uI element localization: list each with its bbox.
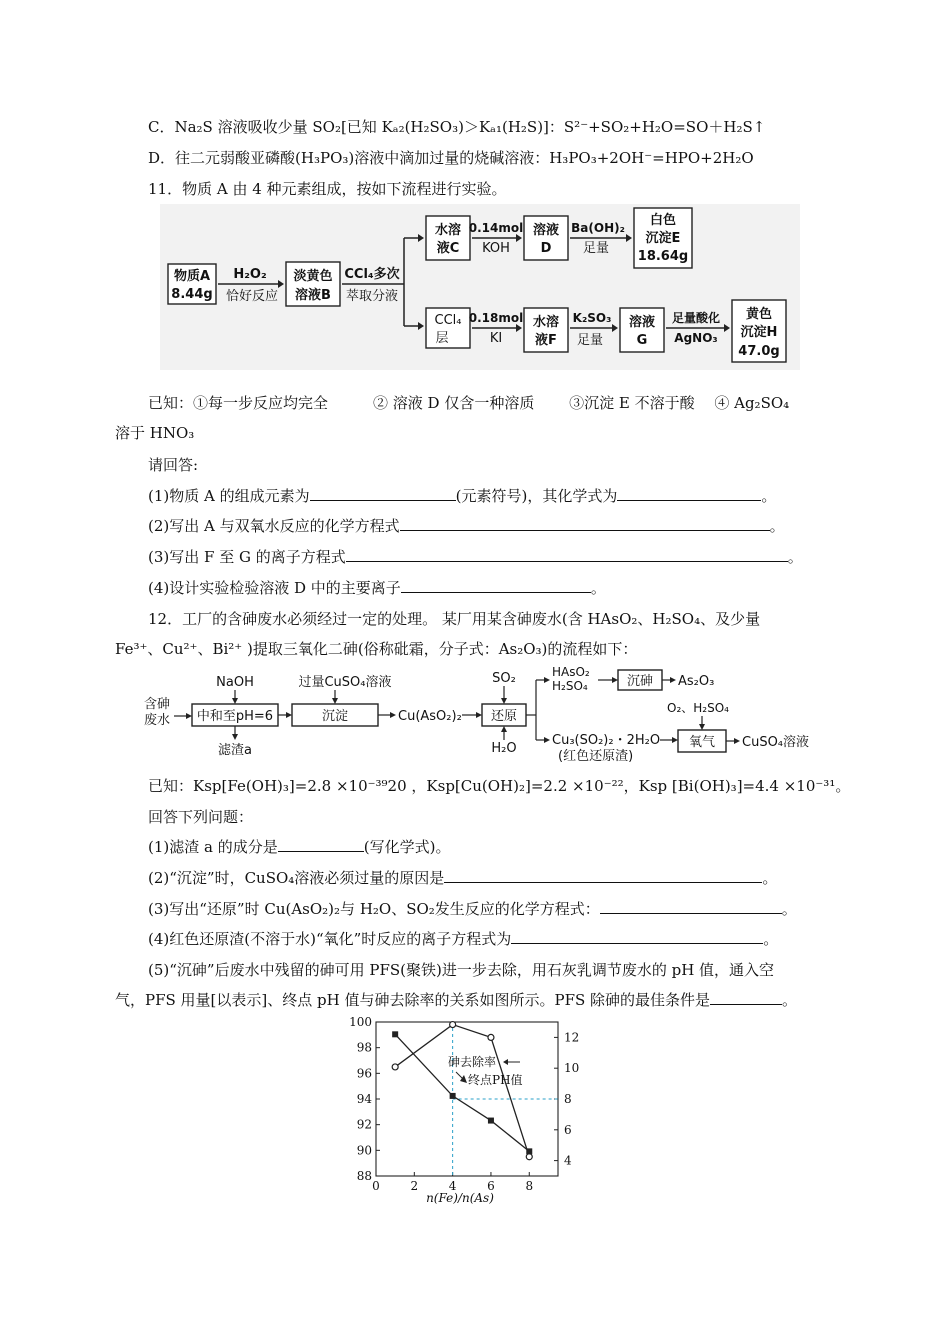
cu-aso2-label: Cu(AsO₂)₂ bbox=[398, 709, 462, 724]
q12-5-text-a: 气，PFS 用量[以表示]、终点 pH 值与砷去除率的关系如图所示。PFS 除砷的最佳条件是 bbox=[115, 991, 711, 1009]
e-label-2: 沉淀E bbox=[645, 231, 681, 246]
q12-3-text-a: (3)写出“还原”时 Cu(AsO₂)₂与 H₂O、SO₂发生反应的化学方程式： bbox=[148, 900, 600, 918]
baoh2-label: Ba(OH)₂ bbox=[571, 221, 625, 235]
f-label-1: 水溶 bbox=[532, 315, 560, 330]
q12-prompt: 回答下列问题： bbox=[148, 808, 254, 826]
h2o2-label: H₂O₂ bbox=[233, 267, 267, 282]
oxidize-label: 氧气 bbox=[688, 735, 716, 750]
neutralize-label: 中和至pH=6 bbox=[196, 709, 274, 724]
x-tick-label: 8 bbox=[525, 1179, 534, 1193]
arsenic-ppt-label: 沉砷 bbox=[626, 674, 654, 689]
reduce-label: 还原 bbox=[490, 709, 518, 724]
q11-4-text-b: 。 bbox=[590, 579, 606, 597]
q12-intro-2: Fe³⁺、Cu²⁺、Bi²⁺ )提取三氧化二砷(俗称砒霜，分子式：As₂O₃)的流程如下： bbox=[115, 640, 638, 658]
option-d: D．往二元弱酸亚磷酸(H₃PO₃)溶液中滴加过量的烧碱溶液：H₃PO₃+2OH⁻=HPO+2H₂O bbox=[148, 149, 754, 167]
q11-flowchart bbox=[160, 204, 800, 370]
q11-1-text-b: (元素符号)，其化学式为 bbox=[455, 487, 618, 505]
q11-2-text-a: (2)写出 A 与双氧水反应的化学方程式 bbox=[148, 517, 400, 535]
acidify-label: 足量酸化 bbox=[671, 311, 721, 325]
e-label-3: 18.64g bbox=[637, 249, 689, 264]
h-label-1: 黄色 bbox=[745, 307, 773, 322]
q12-4-text-a: (4)红色还原渣(不溶于水)“氧化”时反应的离子方程式为 bbox=[148, 930, 512, 948]
feed-label-2: 废水 bbox=[144, 713, 171, 728]
y-left-tick-label: 94 bbox=[356, 1092, 372, 1106]
q11-prompt: 请回答: bbox=[148, 456, 199, 474]
d-label-1: 溶液 bbox=[532, 223, 560, 238]
arsenic-removal-chart bbox=[340, 1012, 620, 1208]
d-label-2: D bbox=[540, 241, 552, 256]
agno3-label: AgNO₃ bbox=[674, 331, 718, 345]
o2-h2so4-label: O₂、H₂SO₄ bbox=[667, 701, 729, 715]
haso2-label: HAsO₂ bbox=[552, 665, 590, 679]
removal-rate-point bbox=[526, 1154, 532, 1160]
y-left-tick-label: 98 bbox=[356, 1040, 372, 1055]
q11-1-text-c: 。 bbox=[761, 487, 777, 505]
y-right-tick-label: 4 bbox=[564, 1153, 572, 1168]
residue-label: 滤渣a bbox=[218, 743, 252, 758]
k2so3-label: K₂SO₃ bbox=[572, 311, 612, 325]
y-right-tick-label: 8 bbox=[564, 1092, 572, 1106]
q12-4-text-b: 。 bbox=[763, 930, 779, 948]
y-left-tick-label: 88 bbox=[356, 1169, 372, 1183]
answer-blank-oxidize-equation[interactable] bbox=[511, 929, 763, 944]
option-c: C．Na₂S 溶液吸收少量 SO₂[已知 Kₐ₂(H₂SO₃)＞Kₐ₁(H₂S)]：S²⁻+SO₂+H₂O=SO＋H₂S↑ bbox=[148, 118, 766, 136]
feed-label-1: 含砷 bbox=[144, 697, 171, 712]
b-label-1: 淡黄色 bbox=[293, 269, 333, 284]
extract-label: 萃取分液 bbox=[345, 289, 399, 304]
red-residue-label: (红色还原渣) bbox=[558, 749, 634, 764]
g-label-2: G bbox=[636, 333, 648, 348]
answer-blank-best-condition[interactable] bbox=[710, 990, 782, 1005]
h2o-label: H₂O bbox=[491, 741, 517, 756]
end-ph-point bbox=[488, 1118, 494, 1124]
end-ph-point bbox=[450, 1093, 456, 1099]
end-ph-point bbox=[392, 1031, 398, 1037]
x-tick-label: 6 bbox=[487, 1179, 495, 1193]
series-line-0 bbox=[395, 1025, 529, 1157]
koh-label: KOH bbox=[482, 241, 510, 256]
q11-3-text-b: 。 bbox=[787, 548, 803, 566]
end-ph-point bbox=[526, 1148, 532, 1154]
as2o3-label: As₂O₃ bbox=[678, 674, 715, 689]
removal-rate-point bbox=[392, 1064, 398, 1070]
f-label-2: 液F bbox=[535, 333, 557, 348]
q11-part4 bbox=[148, 578, 606, 598]
removal-rate-point bbox=[488, 1034, 494, 1040]
b-label-2: 溶液B bbox=[295, 288, 331, 303]
y-left-tick-label: 92 bbox=[356, 1117, 372, 1132]
x-tick-label: 4 bbox=[448, 1179, 457, 1193]
a-label-2: 8.44g bbox=[171, 287, 213, 302]
answer-blank-formula[interactable] bbox=[617, 486, 761, 501]
e-label-1: 白色 bbox=[649, 213, 677, 228]
a-label-1: 物质A bbox=[173, 269, 211, 284]
q12-part4 bbox=[148, 929, 778, 949]
naoh-label: NaOH bbox=[216, 675, 254, 690]
y-left-tick-label: 96 bbox=[356, 1066, 372, 1081]
precipitate-label: 沉淀 bbox=[321, 709, 349, 724]
answer-blank-residue[interactable] bbox=[278, 837, 364, 852]
so2-label: SO₂ bbox=[492, 671, 516, 686]
q11-2-text-b: 。 bbox=[769, 517, 785, 535]
q11-known-2: 溶于 HNO₃ bbox=[115, 424, 195, 442]
cuso4-excess-label: 过量CuSO₄溶液 bbox=[298, 675, 392, 690]
h-label-3: 47.0g bbox=[738, 344, 780, 359]
q11-3-text-a: (3)写出 F 至 G 的离子方程式 bbox=[148, 548, 346, 566]
q12-part5-line1: (5)“沉砷”后废水中残留的砷可用 PFS(聚铁)进一步去除，用石灰乳调节废水的 pH 值，通入空 bbox=[148, 961, 775, 979]
q12-3-text-b: 。 bbox=[781, 900, 797, 918]
exact-label: 恰好反应 bbox=[225, 289, 279, 304]
answer-blank-reason[interactable] bbox=[444, 868, 762, 883]
g-label-1: 溶液 bbox=[628, 315, 656, 330]
koh-amount: 0.14mol bbox=[468, 221, 524, 235]
q11-known-1: 已知：①每一步反应均完全 ② 溶液 D 仅含一种溶质 ③沉淀 E 不溶于酸 ④ Ag₂SO₄ bbox=[148, 394, 790, 412]
answer-blank-ionic-equation[interactable] bbox=[346, 547, 788, 562]
q12-part5-line2 bbox=[115, 990, 797, 1010]
q11-part2 bbox=[148, 516, 785, 536]
y-right-tick-label: 12 bbox=[564, 1030, 580, 1045]
y-left-tick-label: 90 bbox=[356, 1143, 372, 1158]
cu-product-label: Cu₃(SO₂)₂・2H₂O bbox=[552, 733, 661, 748]
q11-part1 bbox=[148, 486, 776, 506]
y-right-tick-label: 6 bbox=[564, 1122, 572, 1137]
h-label-2: 沉淀H bbox=[740, 325, 778, 340]
q12-5-text-b: 。 bbox=[782, 991, 798, 1009]
y-right-tick-label: 10 bbox=[564, 1061, 580, 1076]
x-tick-label: 2 bbox=[410, 1179, 419, 1193]
q11-1-text-a: (1)物质 A 的组成元素为 bbox=[148, 487, 310, 505]
legend-removal-rate: 砷去除率 bbox=[448, 1055, 497, 1069]
q11-4-text-a: (4)设计实验检验溶液 D 中的主要离子 bbox=[148, 579, 401, 597]
x-tick-label: 0 bbox=[372, 1179, 380, 1193]
q12-1-text-a: (1)滤渣 a 的成分是 bbox=[148, 838, 278, 856]
answer-blank-reduce-equation[interactable] bbox=[600, 899, 782, 914]
q11-intro: 11．物质 A 由 4 种元素组成，按如下流程进行实验。 bbox=[148, 180, 507, 198]
q12-part2 bbox=[148, 868, 777, 888]
removal-rate-point bbox=[450, 1022, 456, 1028]
cuso4-solution-label: CuSO₄溶液 bbox=[742, 735, 810, 750]
answer-blank-equation[interactable] bbox=[400, 516, 770, 531]
q12-1-text-b: (写化学式)。 bbox=[363, 838, 451, 856]
ccl4-layer-2: 层 bbox=[435, 331, 449, 346]
q12-intro-1: 12．工厂的含砷废水必须经过一定的处理。 某厂用某含砷废水(含 HAsO₂、H₂SO₄、及少量 bbox=[148, 610, 761, 628]
answer-blank-ion-test[interactable] bbox=[401, 578, 591, 593]
q12-flowchart bbox=[140, 664, 820, 770]
c-label-2: 液C bbox=[436, 241, 460, 256]
ki-amount: 0.18mol bbox=[468, 311, 524, 325]
excess-label-1: 足量 bbox=[582, 241, 610, 256]
q12-2-text-a: (2)“沉淀”时，CuSO₄溶液必须过量的原因是 bbox=[148, 869, 445, 887]
q12-2-text-b: 。 bbox=[762, 869, 778, 887]
y-left-tick-label: 100 bbox=[349, 1015, 372, 1029]
legend-end-ph: 终点PH值 bbox=[468, 1073, 523, 1087]
q12-part3 bbox=[148, 899, 797, 919]
q12-part1 bbox=[148, 837, 450, 857]
h2so4-label: H₂SO₄ bbox=[552, 679, 588, 693]
c-label-1: 水溶 bbox=[434, 223, 462, 238]
q11-part3 bbox=[148, 547, 803, 567]
x-axis-label: n(Fe)/n(As) bbox=[426, 1191, 494, 1205]
excess-label-2: 足量 bbox=[576, 333, 604, 348]
ccl4-label: CCl₄多次 bbox=[344, 267, 400, 282]
answer-blank-elements[interactable] bbox=[310, 486, 456, 501]
ccl4-layer-1: CCl₄ bbox=[434, 313, 462, 328]
ki-label: KI bbox=[489, 331, 503, 346]
q12-known: 已知：Ksp[Fe(OH)₃]=2.8 ×10⁻³⁹20 ，Ksp[Cu(OH)₂]=2.2 ×10⁻²²，Ksp [Bi(OH)₃]=4.4 ×10⁻³¹。 bbox=[148, 777, 851, 795]
